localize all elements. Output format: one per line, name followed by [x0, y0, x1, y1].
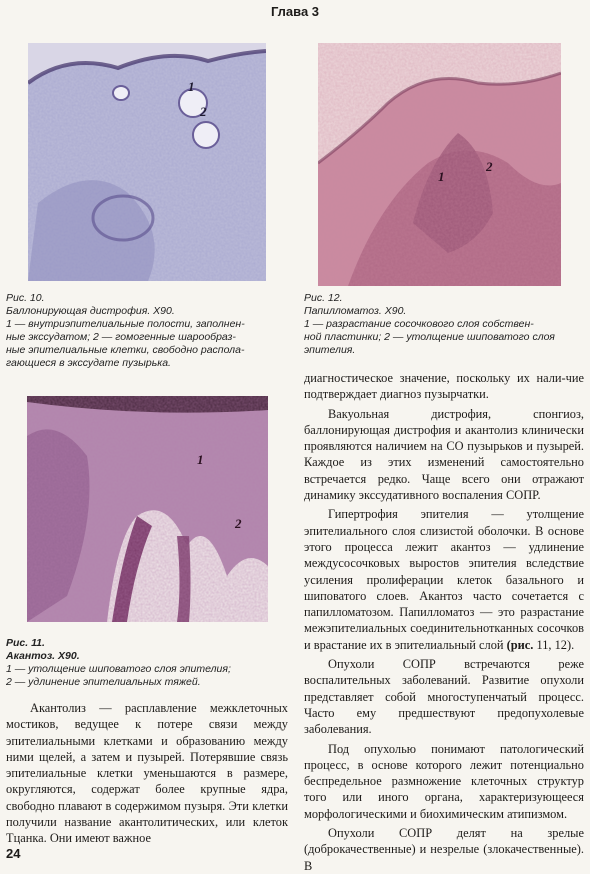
figure-12-caption [304, 292, 586, 357]
figure-10-mark-2: 2 [200, 104, 207, 119]
right-column [304, 370, 584, 874]
figure-10-micrograph [28, 43, 266, 281]
figure-10-caption [6, 292, 296, 370]
figure-10-caption-line: ные экссудатом; 2 — гомогенные шарообраз- [6, 331, 236, 343]
figure-10-caption-line: ные эпителиальные клетки, свободно распола- [6, 344, 245, 356]
paragraph: Под опухолью понимают патологический процесс, в основе которого лежит потенциально беспредельное размножение клеточных структур того или иного органа, характеризующееся морфологическими и биохимическим атипизмом. [304, 741, 584, 821]
figure-12-caption-line: 1 — разрастание сосочкового слоя собствен- [304, 318, 534, 330]
left-column [6, 700, 288, 847]
figure-12-micrograph [318, 43, 561, 286]
figure-11-caption-line: 1 — утолщение шиповатого слоя эпителия; [6, 663, 231, 675]
paragraph: диагностическое значение, поскольку их нали-чие подтверждает диагноз пузырчатки. [304, 371, 584, 402]
paragraph: Опухоли СОПР встречаются реже воспалительных заболеваний. Развитие опухоли представляет собой многоступенчатый процесс. Часто ему предшествуют предопухолевые заболевания. [304, 657, 584, 737]
paragraph: Акантолиз — расплавление межклеточных мостиков, ведущее к потере связи между эпителиальными клетками и образованию между ними щелей, а затем и пузырей. Потерявшие связь эпителиальные клетки уменьшаются в размере, округляются, содержат более крупные ядра, свободно плавают в содержимом пузыря. Эти клетки получили название акантолитических, или клеток Тцанка. Они имеют важное [6, 701, 288, 846]
figure-reference-numbers: 11, 12). [533, 637, 575, 652]
figure-12-caption-line: ной пластинки; 2 — утолщение шиповатого слоя [304, 331, 555, 343]
figure-11-caption-line: 2 — удлинение эпителиальных тяжей. [6, 676, 201, 688]
figure-12-mark-1: 1 [438, 169, 445, 184]
figure-11-caption-title: Рис. 11. [6, 637, 45, 649]
figure-10-image [28, 43, 266, 281]
paragraph: Вакуольная дистрофия, спонгиоз, баллонирующая дистрофия и акантолиз клинически проявляются наличием на СО пузырьков и пузырей. Каждое из этих изменений самостоятельно встречается редко. Чаще всего они отражают динамику экссудативного воспаления СОПР. [304, 406, 584, 503]
figure-11-mark-2: 2 [235, 516, 242, 531]
paragraph [304, 506, 584, 653]
figure-12-caption-subtitle: Папилломатоз. Х90. [304, 305, 407, 317]
chapter-header: Глава 3 [270, 4, 320, 19]
figure-11-mark-1: 1 [197, 452, 204, 467]
figure-reference: (рис. [506, 637, 534, 652]
figure-10-mark-1: 1 [188, 79, 195, 94]
figure-10-caption-title: Рис. 10. [6, 292, 45, 304]
figure-12-image [318, 43, 561, 286]
figure-11-micrograph [27, 396, 268, 622]
paragraph: Опухоли СОПР делят на зрелые (доброкачественные) и незрелые (злокачественные). В [304, 826, 584, 873]
figure-12-caption-line: эпителия. [304, 344, 356, 356]
figure-10-caption-line: гающиеся в экссудате пузырька. [6, 357, 171, 369]
figure-11-caption-subtitle: Акантоз. Х90. [6, 650, 80, 662]
figure-10-caption-line: 1 — внутриэпителиальные полости, заполнен- [6, 318, 245, 330]
page-number: 24 [6, 846, 21, 861]
figure-11-caption [6, 637, 296, 689]
figure-12-mark-2: 2 [486, 159, 493, 174]
figure-11-image [27, 396, 268, 622]
figure-10-caption-subtitle: Баллонирующая дистрофия. Х90. [6, 305, 175, 317]
paragraph-text: Гипертрофия эпителия — утолщение эпителиального слоя слизистой оболочки. В основе этого процесса лежит акантоз — удлинение междусосочковых выростов эпителия вследствие усиления пролиферации клеток базального и шиповатого слоев. Акантоз часто сочетается с папилломатозом. Папилломатоз — это разрастание межэпителиальных соединительнотканных сосочков и врастание их в эпителиальный слой [304, 507, 584, 652]
figure-12-caption-title: Рис. 12. [304, 292, 343, 304]
